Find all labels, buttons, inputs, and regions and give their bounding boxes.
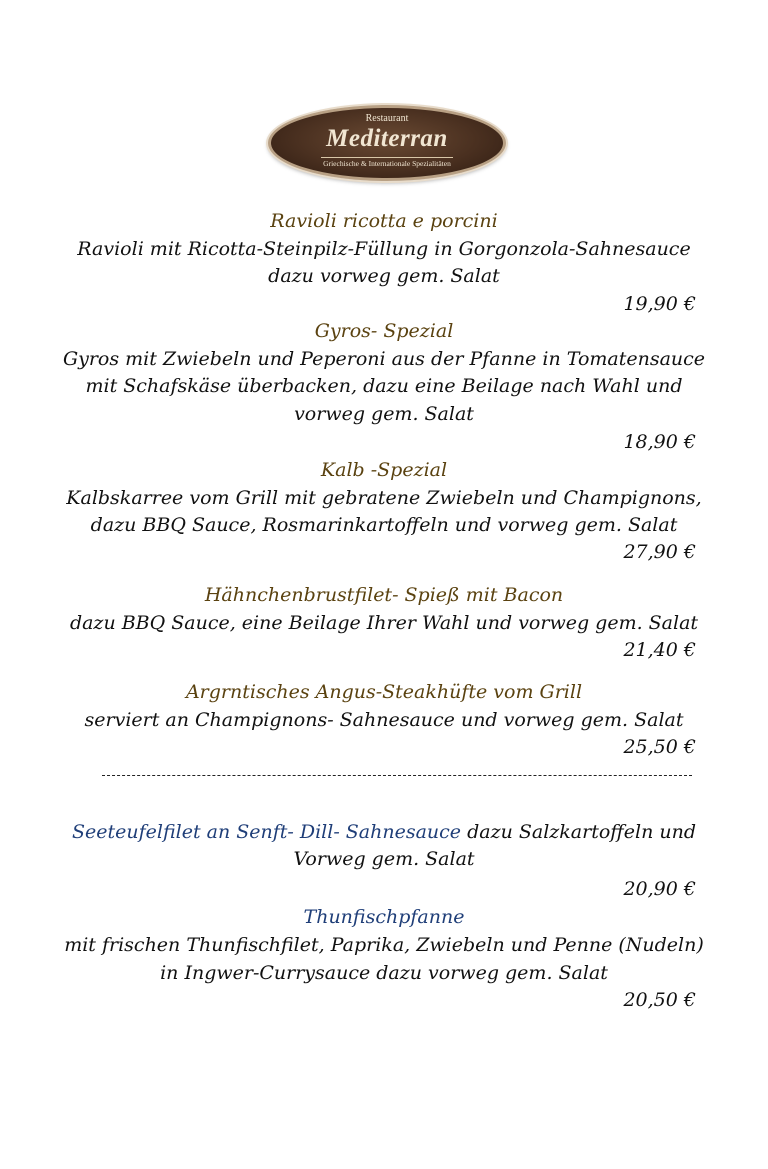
fish-dish-heading <box>0 818 768 846</box>
logo-subtitle: Griechische & Internationale Spezialitäten <box>323 159 451 168</box>
dish-price: 20,90 € <box>623 878 696 900</box>
logo-name: Mediterran <box>326 125 448 152</box>
dish-description: Ravioli mit Ricotta-Steinpilz-Füllung in Gorgonzola-Sahnesauce <box>77 238 691 260</box>
fish-dish-title: Seeteufelfilet an Senft- Dill- Sahnesauce <box>71 821 462 843</box>
dish-price: 20,50 € <box>623 989 696 1011</box>
dish-price: 18,90 € <box>623 431 696 453</box>
dish-title: Gyros- Spezial <box>314 320 454 342</box>
dish-price: 27,90 € <box>623 541 696 563</box>
dish-price: 19,90 € <box>623 293 696 315</box>
dish-description: Vorweg gem. Salat <box>293 848 475 870</box>
dish-description: vorweg gem. Salat <box>294 403 474 425</box>
dish-title: Argrntisches Angus-Steakhüfte vom Grill <box>185 681 583 703</box>
dish-price: 25,50 € <box>623 736 696 758</box>
dish-description: mit Schafskäse überbacken, dazu eine Beilage nach Wahl und <box>85 375 683 397</box>
dish-title: Kalb -Spezial <box>320 459 448 481</box>
logo-divider <box>321 157 453 158</box>
fish-dish-description: dazu Salzkartoffeln und <box>461 821 696 843</box>
dish-description: dazu vorweg gem. Salat <box>268 265 500 287</box>
dish-description: dazu BBQ Sauce, Rosmarinkartoffeln und vorweg gem. Salat <box>90 514 678 536</box>
dish-title: Hähnchenbrustfilet- Spieß mit Bacon <box>204 584 564 606</box>
dish-description: in Ingwer-Currysauce dazu vorweg gem. Salat <box>160 962 608 984</box>
dish-title: Ravioli ricotta e porcini <box>270 210 498 232</box>
dish-description: Gyros mit Zwiebeln und Peperoni aus der Pfanne in Tomatensauce <box>62 348 706 370</box>
dish-description: serviert an Champignons- Sahnesauce und vorweg gem. Salat <box>84 709 684 731</box>
restaurant-logo <box>268 105 506 181</box>
dish-description: Kalbskarree vom Grill mit gebratene Zwiebeln und Champignons, <box>66 487 702 509</box>
dish-description: mit frischen Thunfischfilet, Paprika, Zwiebeln und Penne (Nudeln) <box>64 934 704 956</box>
fish-dish-title: Thunfischpfanne <box>303 906 465 928</box>
dish-price: 21,40 € <box>623 639 696 661</box>
section-divider <box>102 775 692 776</box>
logo-restaurant-text: Restaurant <box>365 113 409 124</box>
dish-description: dazu BBQ Sauce, eine Beilage Ihrer Wahl und vorweg gem. Salat <box>69 612 699 634</box>
